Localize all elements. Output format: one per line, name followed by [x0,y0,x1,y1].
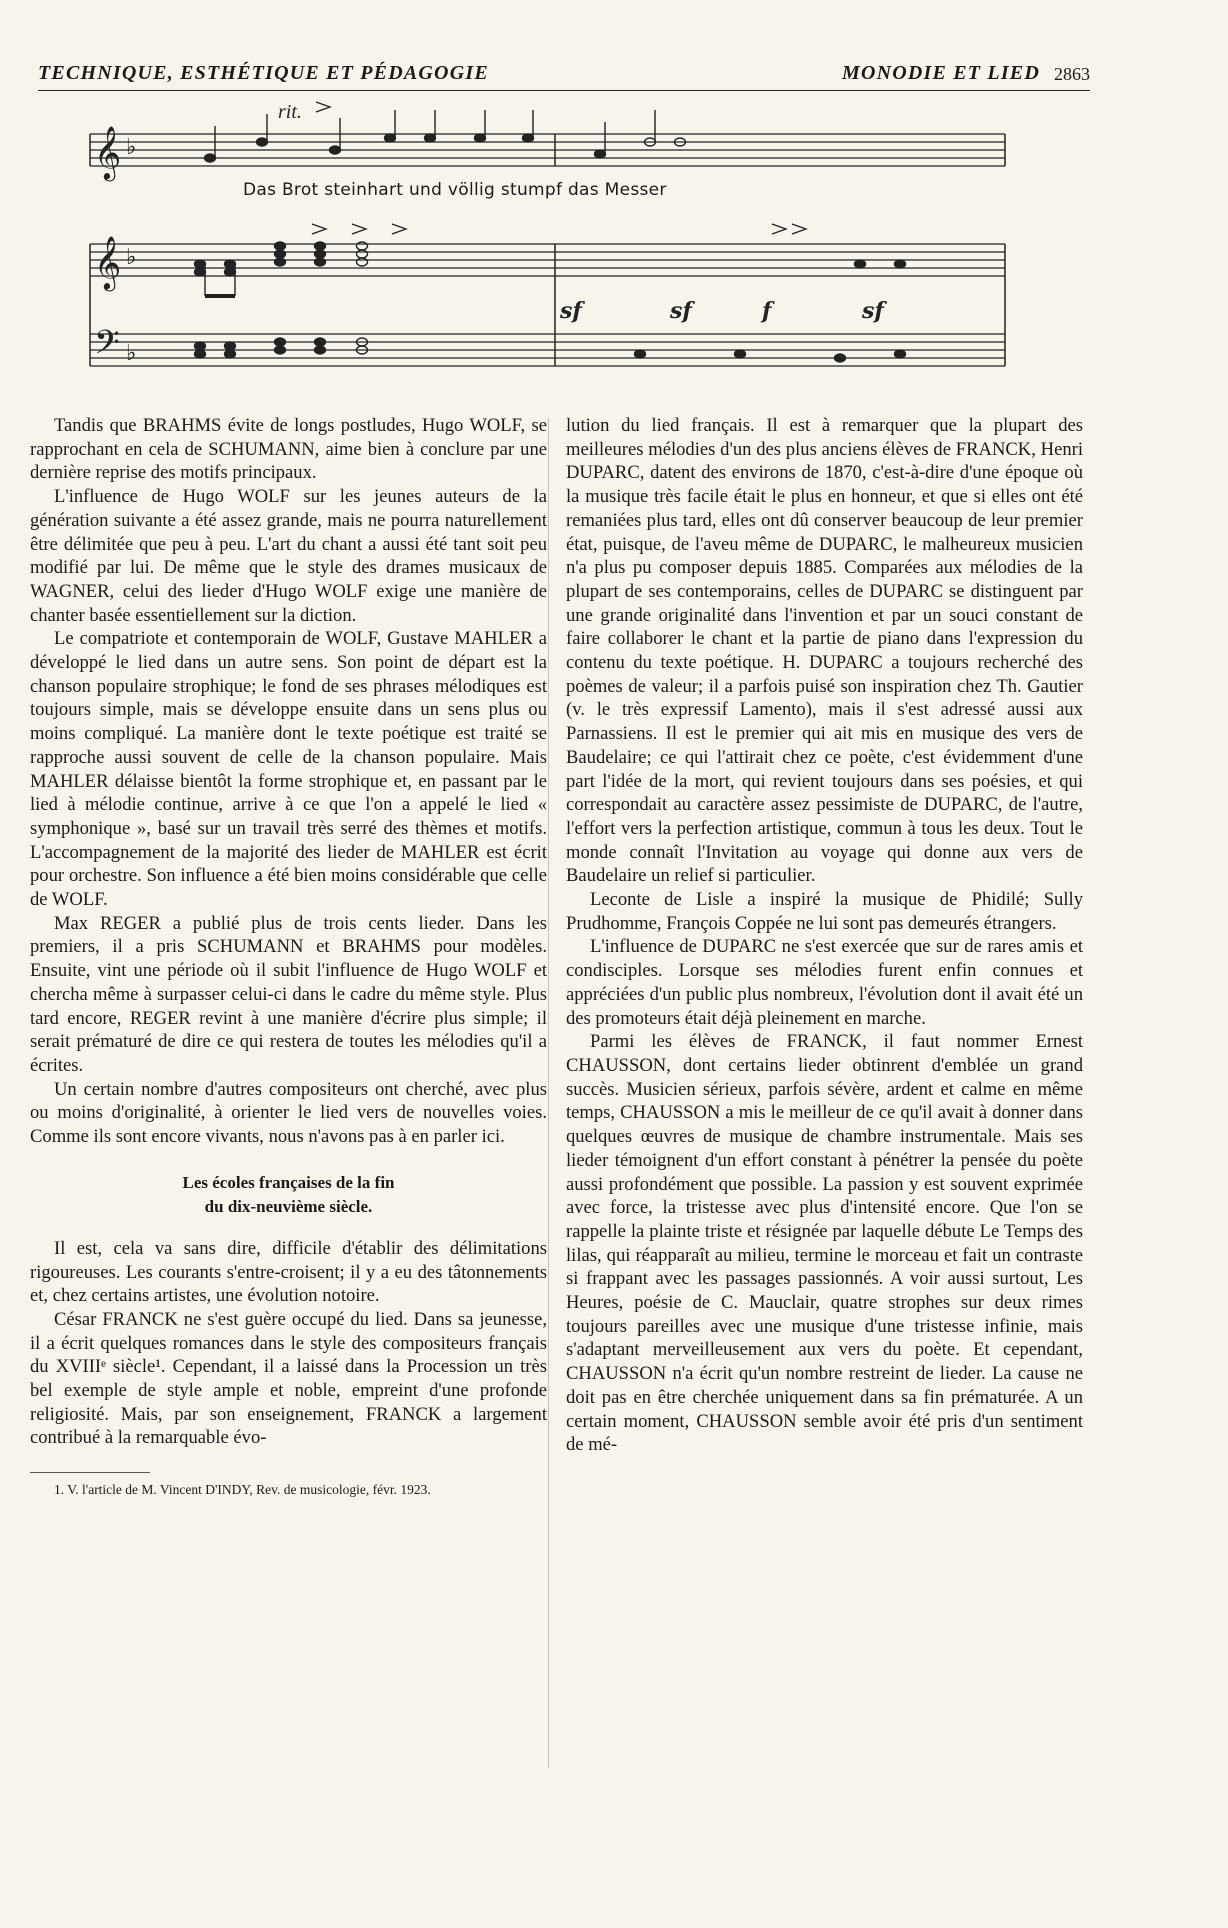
paragraph: Tandis que BRAHMS évite de longs postludes, Hugo WOLF, se rapprochant en cela de SCHUMANN, aime bien à conclure par une dernière reprise des motifs principaux. [30,415,547,484]
section-heading [30,1171,547,1219]
dynamic-mark: f [762,298,772,324]
svg-text:♭: ♭ [126,245,137,270]
paragraph: César FRANCK ne s'est guère occupé du lied. Dans sa jeunesse, il a écrit quelques romances dans le style des compositeurs français du XVIIIᵉ siècle¹. Cependant, il a laissé dans la Procession un très bel exemple de style ample et noble, empreint d'une profonde religiosité. Mais, par son enseignement, FRANCK a largement contribué à la remarquable évo- [30,1308,547,1449]
barlines [90,134,1005,366]
treble-clef-icon: 𝄞 [94,125,122,179]
section-heading-line: du dix-neuvième siècle. [204,1196,373,1216]
dynamics [559,298,887,324]
svg-text:♭: ♭ [126,135,137,160]
paragraph: Max REGER a publié plus de trois cents lieder. Dans les premiers, il a pris SCHUMANN et BRAHMS pour modèles. Ensuite, vint une période où il subit l'influence de Hugo WOLF et chercha même à surpasser celui-ci dans le cadre du même style. Plus tard encore, REGER revint à une manière d'écrire plus simple; il serait prématuré de dire ce qui restera de toutes les mélodies qu'il a écrites. [30,912,547,1076]
paragraph: Leconte de Lisle a inspiré la musique de Phidilé; Sully Prudhomme, François Coppée ne lui sont pas demeurés étrangers. [566,889,1083,934]
header-chapter-title: MONODIE ET LIED [841,62,1040,84]
bass-clef-icon: 𝄢 [94,324,120,370]
paragraph: L'influence de Hugo WOLF sur les jeunes auteurs de la génération suivante a été assez grande, mais ne pourra naturellement être délimitée que peu à peu. L'art du chant a aussi été tant soit peu modifié par lui. De même que le style des drames musicaux de WAGNER, celui des lieder d'Hugo WOLF exige une manière de chanter basée essentiellement sur la diction. [30,486,547,626]
svg-text:♭: ♭ [126,341,137,366]
paragraph: Parmi les élèves de FRANCK, il faut nommer Ernest CHAUSSON, dont certains lieder obtinrent d'emblée un grand succès. Musicien sérieux, parfois sévère, ardent et calme en même temps, CHAUSSON a mis le meilleur de ce qu'il avait à donner dans quelques œuvres de musique de chambre instrumentale. Mais ses lieder témoignent d'un effort constant à pénétrer la pensée du poète aussi profondément que possible. La passion y est souvent exprimée avec force, la tristesse avec plus d'intensité encore. Que l'on se rappelle la plainte triste et résignée par laquelle débute Le Temps des lilas, qui réapparaît au milieu, termine le morceau et fait un contraste si frappant avec les passages passionnés. A voir aussi surtout, Les Heures, poésie de C. Mauclair, quatre strophes sur deux rimes toujours pareilles avec une musique d'une tristesse infinie, mais s'adaptant merveilleusement aux vers du poète. Et cependant, CHAUSSON n'a écrit qu'un nombre restreint de lieder. La cause ne doit pas en être cherchée uniquement dans sa fin prématurée. A un certain moment, CHAUSSON semble avoir été pris d'un sentiment de mé- [566,1031,1083,1456]
voice-notes [205,110,686,162]
header-section-title: TECHNIQUE, ESTHÉTIQUE ET PÉDAGOGIE [38,62,489,84]
music-notation-svg [80,96,1040,436]
dynamic-mark: sf [670,298,692,324]
header-rule [38,90,1090,91]
paragraph: L'influence de DUPARC ne s'est exercée que sur de rares amis et condisciples. Lorsque ses mélodies furent enfin connues et appréciées d'un public plus nombreux, l'évolution dont il avait été un des promoteurs était déjà pleinement en marche. [566,936,1083,1029]
section-heading-line: Les écoles françaises de la fin [182,1172,395,1192]
right-column [566,414,1083,1457]
music-score [80,96,1040,436]
tempo-mark: rit. [278,101,302,123]
footnote: 1. V. l'article de M. Vincent D'INDY, Rev. de musicologie, févr. 1923. [54,1482,431,1498]
paragraph: Le compatriote et contemporain de WOLF, Gustave MAHLER a développé le lied dans un autre sens. Son point de départ est la chanson populaire strophique; le fond de ses phrases mélodiques est toujours simple, mais se développe ensuite dans un sens plus ou moins compliqué. La manière dont le texte poétique est traité se rapproche aussi souvent de celle de la chanson populaire. Mais MAHLER délaisse bientôt la forme strophique et, en passant par le lied à mélodie continue, arrive à ce que l'on a appelé le lied « symphonique », basé sur un travail très serré des thèmes et motifs. L'accompagnement de la majorité des lieder de MAHLER est écrit pour orchestre. Son influence a été bien moins considérable que celle de WOLF. [30,628,547,911]
song-lyrics: Das Brot steinhart und völlig stumpf das Messer [243,180,667,200]
treble-clef-icon: 𝄞 [94,235,122,289]
paragraph: Il est, cela va sans dire, difficile d'établir des délimitations rigoureuses. Les courants s'entre-croisent; il y a eu des tâtonnements et, chez certains artistes, une évolution notoire. [30,1237,547,1307]
voice-staff [90,134,1005,166]
page-number: 2863 [1054,64,1090,84]
footnote-rule [30,1472,150,1473]
column-separator [548,418,549,1768]
accent-marks [312,102,806,234]
dynamic-mark: sf [560,298,582,324]
paragraph: lution du lied français. Il est à remarquer que la plupart des meilleures mélodies d'un des plus anciens élèves de FRANCK, Henri DUPARC, datent des environs de 1870, c'est-à-dire d'une époque où la musique très facile était le plus en honneur, et que si elles ont été remaniées plus tard, elles ont dû conserver beaucoup de leur premier état, puisque, de l'aveu même de DUPARC, le malheureux musicien n'a plus pu composer depuis 1885. Comparées aux mélodies de la plupart de ses contemporains, celles de DUPARC se distinguent par une grande originalité dans l'invention et par un souci constant de faire collaborer le chant et la partie de piano dans l'expression du contenu du texte poétique. H. DUPARC a toujours recherché des poèmes de valeur; il a parfois puisé son inspiration chez Th. Gautier (v. le très expressif Lamento), mais il s'est adressé aussi aux Parnassiens. Il est le premier qui ait mis en musique des vers de Baudelaire; ce qui l'attirait chez ce poète, c'est évidemment d'une part l'idée de la mort, qui revient toujours dans ses poésies, et qui correspondait au caractère assez pessimiste de DUPARC, de l'autre, l'effort vers la perfection artistique, commun à tous les deux. Tout le monde connaît l'Invitation au voyage qui donne aux vers de Baudelaire un relief si particulier. [566,415,1083,887]
key-signature [126,135,136,366]
left-column [30,414,547,1499]
running-header [38,62,1090,92]
paragraph: Un certain nombre d'autres compositeurs ont cherché, avec plus ou moins d'originalité, à orienter le lied vers de nouvelles voies. Comme ils sont encore vivants, nous n'avons pas à en parler ici. [30,1078,547,1148]
dynamic-mark: sf [862,298,884,324]
